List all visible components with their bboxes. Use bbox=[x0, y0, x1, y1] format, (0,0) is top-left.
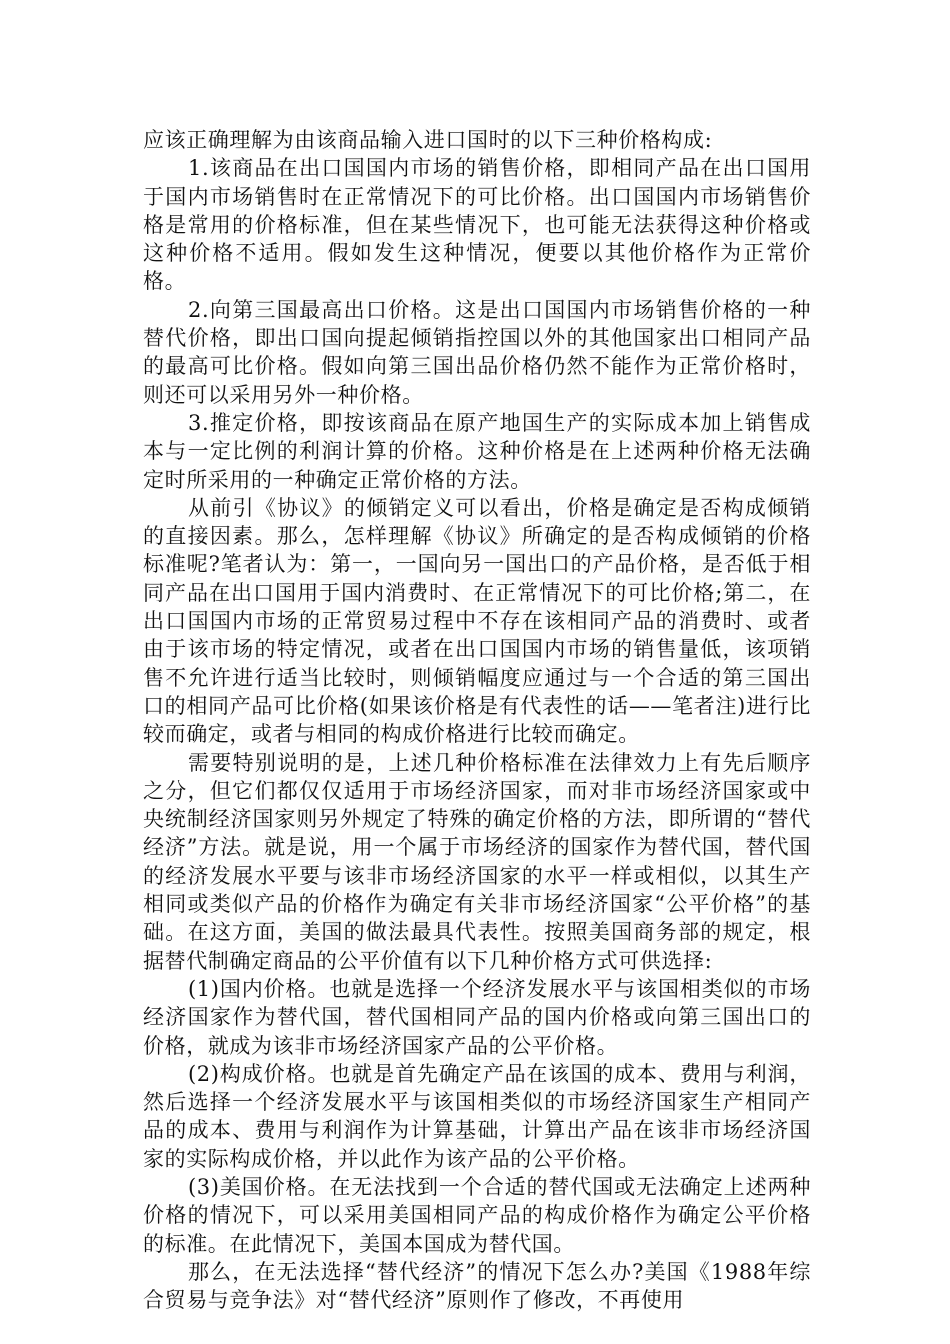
paragraph-us-price: (3)美国价格。在无法找到一个合适的替代国或无法确定上述两种价格的情况下，可以采用美国相同产品的构成价格作为确定公平价格的标准。在此情况下，美国本国成为替代国。 bbox=[143, 1174, 811, 1256]
paragraph-item-2: 2.向第三国最高出口价格。这是出口国国内市场销售价格的一种替代价格，即出口国向提起倾销指控国以外的其他国家出口相同产品的最高可比价格。假如向第三国出品价格仍然不能作为正常价格时，则还可以采用另外一种价格。 bbox=[143, 297, 811, 407]
paragraph-domestic-price: (1)国内价格。也就是选择一个经济发展水平与该国相类似的市场经济国家作为替代国，替代国相同产品的国内价格或向第三国出口的价格，就成为该非市场经济国家产品的公平价格。 bbox=[143, 976, 811, 1058]
paragraph-price-standard: 从前引《协议》的倾销定义可以看出，价格是确定是否构成倾销的直接因素。那么，怎样理解《协议》所确定的是否构成倾销的价格标准呢?笔者认为：第一，一国向另一国出口的产品价格，是否低于相同产品在出口国用于国内消费时、在正常情况下的可比价格;第二，在出口国国内市场的正常贸易过程中不存在该相同产品的消费时、或者由于该市场的特定情况，或者在出口国国内市场的销售量低，该项销售不允许进行适当比较时，则倾销幅度应通过与一个合适的第三国出口的相同产品可比价格(如果该价格是有代表性的话——笔者注)进行比较而确定，或者与相同的构成价格进行比较而确定。 bbox=[143, 495, 811, 747]
paragraph-continuation: 应该正确理解为由该商品输入进口国时的以下三种价格构成: bbox=[143, 128, 713, 152]
paragraph-item-3: 3.推定价格，即按该商品在原产地国生产的实际成本加上销售成本与一定比例的利润计算的价格。这种价格是在上述两种价格无法确定时所采用的一种确定正常价格的方法。 bbox=[143, 410, 811, 492]
paragraph-substitute-economy: 需要特别说明的是，上述几种价格标准在法律效力上有先后顺序之分，但它们都仅仅适用于市场经济国家，而对非市场经济国家或中央统制经济国家则另外规定了特殊的确定价格的方法，即所谓的“替代经济”方法。就是说，用一个属于市场经济的国家作为替代国，替代国的经济发展水平要与该非市场经济国家的水平一样或相似，以其生产相同或类似产品的价格作为确定有关非市场经济国家“公平价格”的基础。在这方面，美国的做法最具代表性。按照美国商务部的规定，根据替代制确定商品的公平价值有以下几种价格方式可供选择: bbox=[143, 750, 811, 973]
paragraph-constructed-price: (2)构成价格。也就是首先确定产品在该国的成本、费用与利润，然后选择一个经济发展水平与该国相类似的市场经济国家生产相同产品的成本、费用与利润作为计算基础，计算出产品在该非市场经济国家的实际构成价格，并以此作为该产品的公平价格。 bbox=[143, 1061, 811, 1171]
paragraph-1988-act: 那么，在无法选择“替代经济”的情况下怎么办?美国《1988年综合贸易与竞争法》对“替代经济”原则作了修改，不再使用 bbox=[143, 1259, 811, 1313]
document-body bbox=[143, 126, 811, 1314]
paragraph-item-1: 1.该商品在出口国国内市场的销售价格，即相同产品在出口国用于国内市场销售时在正常情况下的可比价格。出口国国内市场销售价格是常用的价格标准，但在某些情况下，也可能无法获得这种价格或这种价格不适用。假如发生这种情况，便要以其他价格作为正常价格。 bbox=[143, 156, 811, 294]
